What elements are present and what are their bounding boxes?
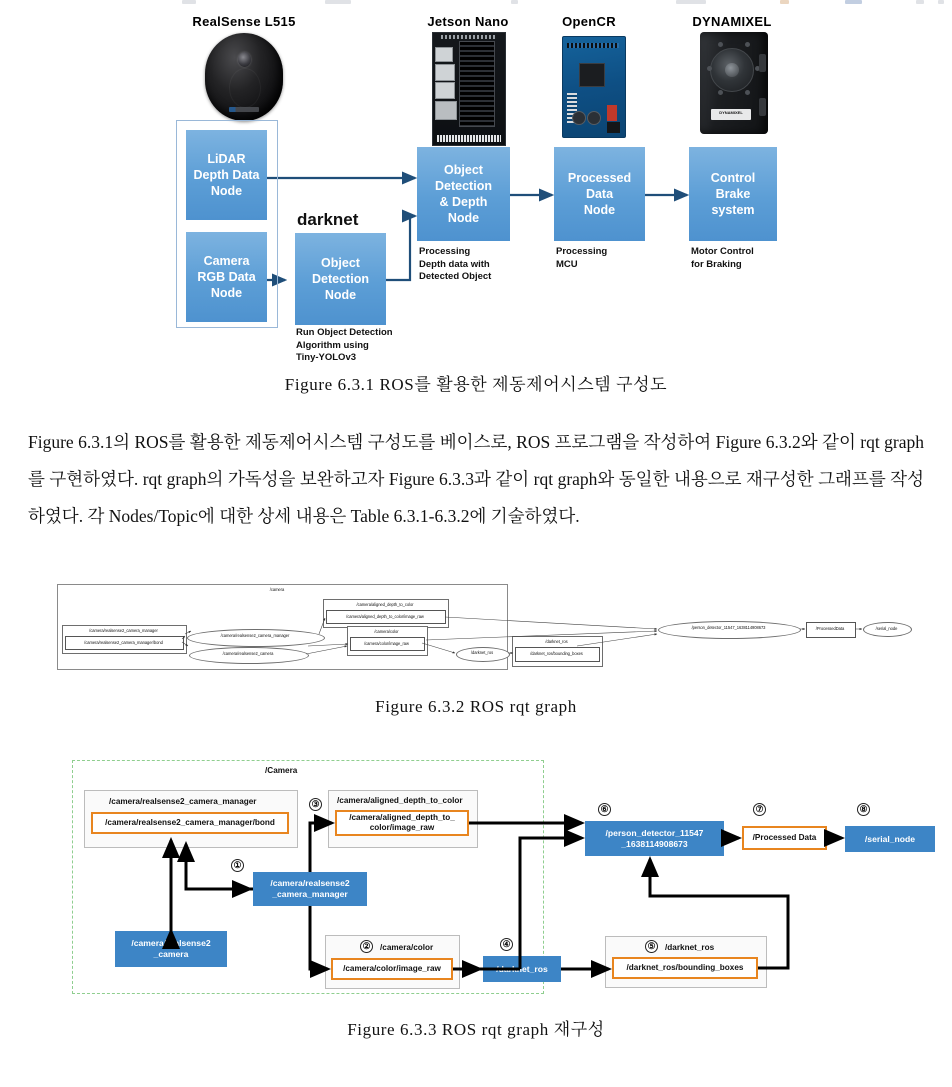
hardware-label-jetson: Jetson Nano bbox=[427, 14, 509, 29]
hardware-label-opencr: OpenCR bbox=[562, 14, 616, 29]
node-lidar-depth-data: LiDAR Depth Data Node bbox=[186, 130, 267, 220]
figure-6-3-1-system-diagram bbox=[0, 8, 952, 363]
body-paragraph: Figure 6.3.1의 ROS를 활용한 제동제어시스템 구성도를 베이스로, ROS 프로그램을 작성하여 Figure 6.3.2와 같이 rqt graph를 구현하였다. rqt graph의 가독성을 보완하고자 Figure 6.3.3과 같이 rqt graph와 동일한 내용으로 재구성한 그래프를 작성하였다. 각 Nodes/Topic에 대한 상세 내용은 Table 6.3.1-6.3.2에 기술하였다. bbox=[28, 432, 924, 526]
rqt-ellipse-camera-label: /camera/realsense2_camera bbox=[222, 650, 274, 656]
rqt-cluster-color-label: /camera/color bbox=[374, 628, 399, 634]
node-camera-realsense2-camera-manager: /camera/realsense2 _camera_manager bbox=[253, 872, 367, 906]
rqt-graph-edges bbox=[57, 584, 917, 674]
note-dynamixel: Motor Control for Braking bbox=[691, 246, 754, 270]
rqt-box-bond-label: /camera/realsense2_camera_manager/bond bbox=[84, 639, 163, 645]
rqt-ellipse-serial-node-label: /serial_node bbox=[875, 625, 898, 631]
topic-realsense2-camera-manager-bond: /camera/realsense2_camera_manager/bond bbox=[91, 812, 289, 834]
topic-darknet-ros-bounding-boxes: /darknet_ros/bounding_boxes bbox=[612, 957, 758, 979]
darknet-label: darknet bbox=[297, 210, 359, 229]
node-object-detection: Object Detection Node bbox=[295, 233, 386, 325]
marker-5: ⑤ bbox=[645, 940, 658, 953]
rqt-ellipse-camera-manager-label: /camera/realsense2_camera_manager bbox=[220, 633, 290, 638]
note-jetson: Processing Depth data with Detected Object bbox=[419, 246, 492, 282]
page-top-scan-artifact bbox=[0, 0, 952, 7]
rqt-cluster-camera-label: /camera bbox=[269, 587, 285, 592]
marker-1: ① bbox=[231, 859, 244, 872]
rqt-box-aligned-raw-label: /camera/aligned_depth_to_color/image_raw bbox=[346, 613, 424, 619]
note-opencr: Processing MCU bbox=[556, 246, 608, 270]
node-camera-realsense2-camera: /camera/realsense2 _camera bbox=[115, 931, 227, 967]
figure-6-3-3-reconstructed-graph bbox=[60, 748, 916, 998]
camera-namespace-label: /Camera bbox=[265, 766, 298, 775]
node-control-brake-system: Control Brake system bbox=[689, 147, 777, 241]
figure-6-3-2-rqt-graph bbox=[57, 584, 898, 672]
node-darknet-ros: /darknet_ros bbox=[483, 956, 561, 982]
marker-8: ⑧ bbox=[857, 803, 870, 816]
node-processed-data: Processed Data Node bbox=[554, 147, 645, 241]
topic-aligned-depth-to-color-image-raw: /camera/aligned_depth_to_ color/image_raw bbox=[335, 810, 469, 836]
figure3-connector-arrows bbox=[60, 748, 952, 998]
hardware-label-realsense: RealSense L515 bbox=[192, 14, 296, 29]
rqt-box-processed-data-label: /ProcessedData bbox=[815, 626, 845, 631]
topic-camera-color-image-raw: /camera/color/image_raw bbox=[331, 958, 453, 980]
rqt-box-bounding-boxes-label: /darknet_ros/bounding_boxes bbox=[530, 650, 583, 656]
note-darknet: Run Object Detection Algorithm using Tiny-YOLOv3 bbox=[296, 327, 393, 363]
rqt-ellipse-darknet-ros-label: /darknet_ros bbox=[470, 650, 494, 655]
marker-3: ③ bbox=[309, 798, 322, 811]
rqt-ellipse-person-detector-label: /person_detector_11547_1638114908673 bbox=[691, 625, 766, 630]
marker-4: ④ bbox=[500, 938, 513, 951]
hardware-label-dynamixel: DYNAMIXEL bbox=[692, 14, 772, 29]
topic-processed-data: /Processed Data bbox=[742, 826, 827, 850]
marker-2: ② bbox=[360, 940, 373, 953]
group-aligned-depth-to-color-label: /camera/aligned_depth_to_color bbox=[337, 796, 463, 805]
node-serial-node: /serial_node bbox=[845, 826, 935, 852]
marker-7: ⑦ bbox=[753, 803, 766, 816]
group-darknet-ros-label: /darknet_ros bbox=[665, 943, 715, 952]
caption-figure-6-3-2: Figure 6.3.2 ROS rqt graph bbox=[375, 697, 577, 716]
rqt-cluster-darknet-label: /darknet_ros bbox=[545, 638, 568, 644]
caption-figure-6-3-1: Figure 6.3.1 ROS를 활용한 제동제어시스템 구성도 bbox=[284, 375, 668, 394]
node-person-detector: /person_detector_11547 _1638114908673 bbox=[585, 821, 724, 856]
marker-6: ⑥ bbox=[598, 803, 611, 816]
rqt-cluster-aligned-label: /camera/aligned_depth_to_color bbox=[356, 601, 414, 607]
rqt-box-color-raw-label: /camera/color/image_raw bbox=[364, 640, 409, 646]
node-object-detection-depth: Object Detection & Depth Node bbox=[417, 147, 510, 241]
node-camera-rgb-data: Camera RGB Data Node bbox=[186, 232, 267, 322]
group-realsense2-camera-manager-label: /camera/realsense2_camera_manager bbox=[109, 797, 257, 806]
caption-figure-6-3-3: Figure 6.3.3 ROS rqt graph 재구성 bbox=[347, 1020, 605, 1039]
dynamixel-nameplate: DYNAMIXEL bbox=[711, 109, 751, 120]
rqt-cluster-manager-label: /camera/realsense2_camera_manager bbox=[89, 627, 158, 633]
group-camera-color-label: /camera/color bbox=[380, 943, 434, 952]
